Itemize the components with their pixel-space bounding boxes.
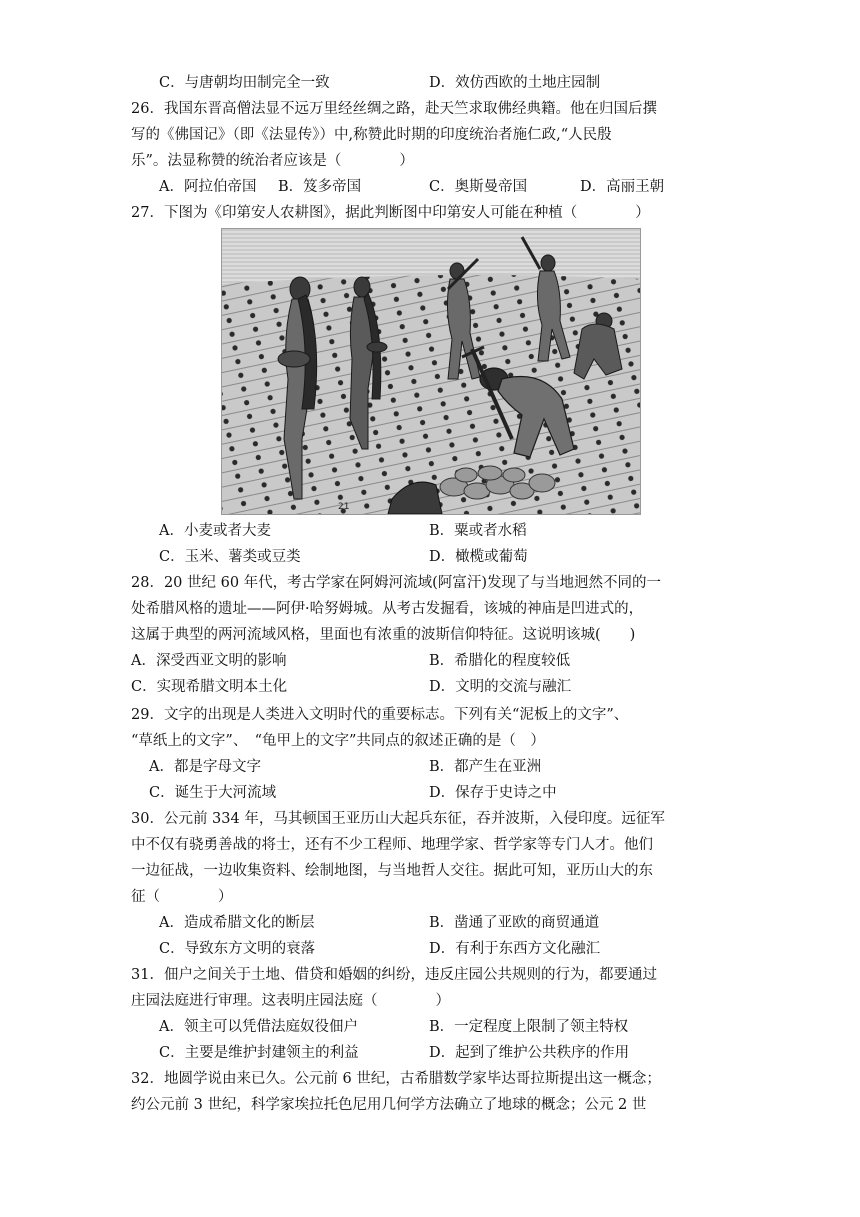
q30-option-a: A．造成希腊文化的断层	[159, 915, 315, 931]
q30-option-d: D．有利于东西方文化融汇	[429, 941, 601, 957]
q28-option-c: C．实现希腊文明本土化	[131, 679, 288, 695]
q30-option-b: B．凿通了亚欧的商贸通道	[429, 915, 600, 931]
q27-option-a: A．小麦或者大麦	[159, 523, 271, 539]
q29-option-c: C．诞生于大河流域	[149, 785, 277, 801]
q31-stem-line1: 31．佃户之间关于土地、借贷和婚姻的纠纷，违反庄园公共规则的行为，都要通过	[131, 967, 657, 983]
q26-option-d: D．高丽王朝	[580, 179, 665, 195]
q26-stem-line1: 26．我国东晋高僧法显不远万里经丝绸之路，赴天竺求取佛经典籍。他在归国后撰	[131, 101, 657, 117]
q30-stem-line4: 征（ ）	[131, 889, 233, 905]
q30-option-c: C．导致东方文明的衰落	[159, 941, 316, 957]
q31-option-c: C．主要是维护封建领主的利益	[159, 1045, 359, 1061]
q28-option-a: A．深受西亚文明的影响	[131, 653, 287, 669]
q27-stem-line1: 27．下图为《印第安人农耕图》，据此判断图中印第安人可能在种植（ ）	[131, 205, 650, 221]
q26-option-c: C．奥斯曼帝国	[429, 179, 528, 195]
q27-option-c: C．玉米、薯类或豆类	[159, 549, 301, 565]
q27-option-b: B．粟或者水稻	[429, 523, 527, 539]
q30-stem-line2: 中不仅有骁勇善战的将士，还有不少工程师、地理学家、哲学家等专门人才。他们	[131, 837, 653, 853]
q29-option-b: B．都产生在亚洲	[429, 759, 542, 775]
q30-stem-line1: 30．公元前 334 年，马其顿国王亚历山大起兵东征，吞并波斯，入侵印度。远征军	[131, 811, 665, 827]
q28-option-d: D．文明的交流与融汇	[429, 679, 572, 695]
q31-stem-line2: 庄园法庭进行审理。这表明庄园法庭（ ）	[131, 993, 450, 1009]
q28-stem-line2: 处希腊风格的遗址——阿伊·哈努姆城。从考古发掘看，该城的神庙是凹进式的，	[131, 601, 644, 617]
q31-option-a: A．领主可以凭借法庭奴役佃户	[159, 1019, 358, 1035]
q30-stem-line3: 一边征战，一边收集资料、绘制地图，与当地哲人交往。据此可知，亚历山大的东	[131, 863, 653, 879]
q26-option-b: B．笈多帝国	[278, 179, 362, 195]
q25-option-c: C．与唐朝均田制完全一致	[159, 75, 330, 91]
q26-option-a: A．阿拉伯帝国	[159, 179, 257, 195]
q29-option-d: D．保存于史诗之中	[429, 785, 557, 801]
q29-option-a: A．都是字母文字	[149, 759, 261, 775]
q28-stem-line1: 28．20 世纪 60 年代，考古学家在阿姆河流域(阿富汗)发现了与当地迥然不同的一	[131, 575, 661, 591]
figure-number: 21	[338, 502, 350, 512]
q25-option-d: D．效仿西欧的土地庄园制	[429, 75, 601, 91]
q32-stem-line1: 32．地圆学说由来已久。公元前 6 世纪，古希腊数学家毕达哥拉斯提出这一概念；	[131, 1071, 661, 1087]
q32-stem-line2: 约公元前 3 世纪，科学家埃拉托色尼用几何学方法确立了地球的概念；公元 2 世	[131, 1097, 647, 1113]
indian-farming-illustration	[221, 228, 641, 515]
q31-option-d: D．起到了维护公共秩序的作用	[429, 1045, 630, 1061]
q29-stem-line1: 29．文字的出现是人类进入文明时代的重要标志。下列有关“泥板上的文字”、	[131, 707, 629, 723]
q26-stem-line3: 乐”。法显称赞的统治者应该是（ ）	[131, 153, 414, 169]
q27-option-d: D．橄榄或葡萄	[429, 549, 528, 565]
farming-scene-image	[222, 229, 640, 514]
q29-stem-line2: “草纸上的文字”、 “龟甲上的文字”共同点的叙述正确的是（ ）	[131, 733, 545, 749]
q26-stem-line2: 写的《佛国记》（即《法显传》）中,称赞此时期的印度统治者施仁政,“人民殷	[131, 127, 612, 143]
q28-option-b: B．希腊化的程度较低	[429, 653, 571, 669]
q28-stem-line3: 这属于典型的两河流域风格，里面也有浓重的波斯信仰特征。这说明该城( )	[131, 627, 636, 643]
q31-option-b: B．一定程度上限制了领主特权	[429, 1019, 629, 1035]
